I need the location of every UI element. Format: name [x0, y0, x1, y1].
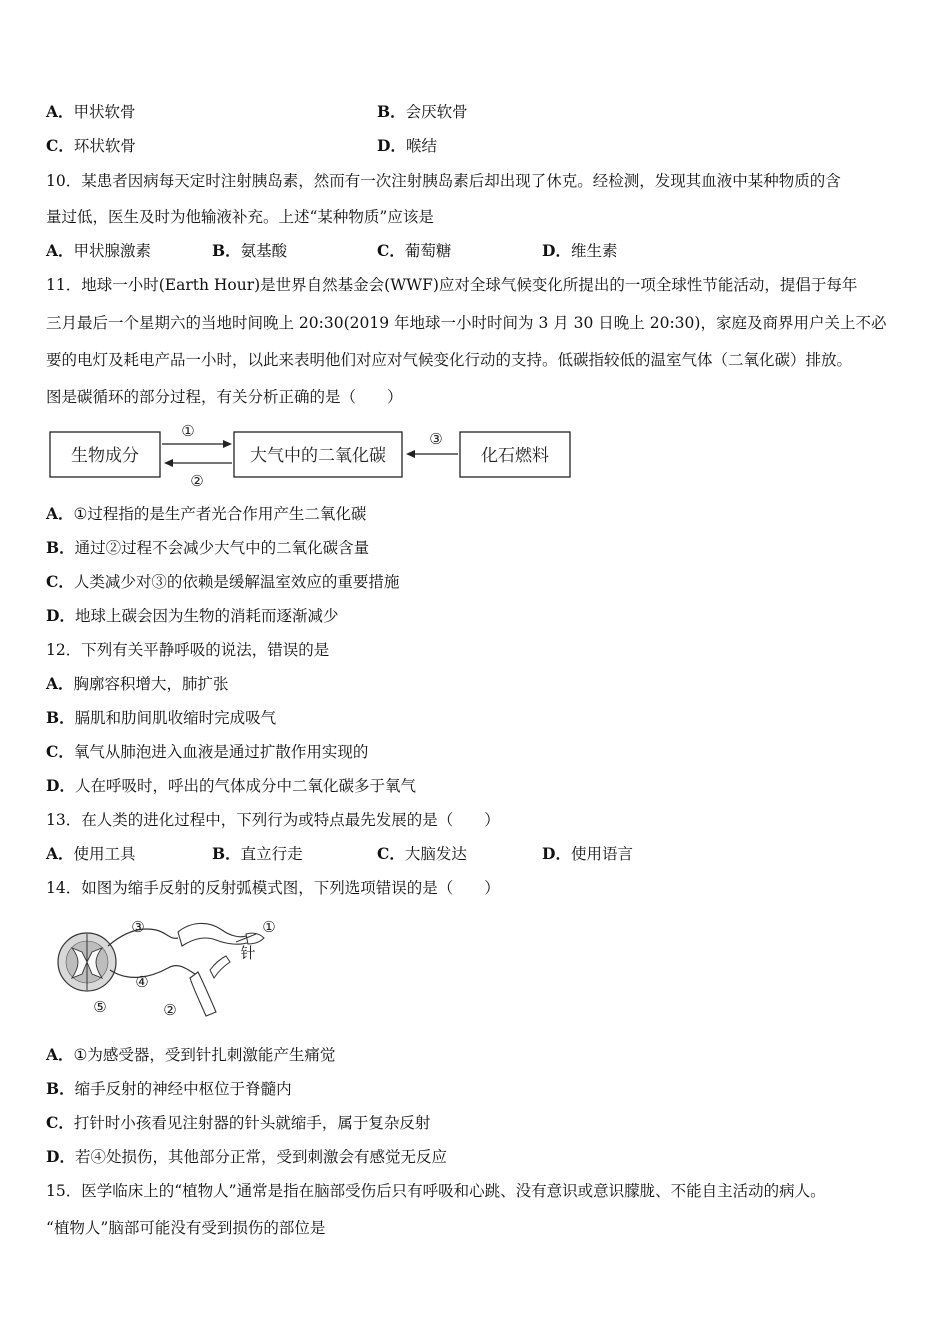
- q11-option-d: D．地球上碳会因为生物的消耗而逐渐减少: [46, 606, 339, 625]
- label-2: ②: [163, 1001, 177, 1019]
- lower-arm-forearm: [210, 956, 230, 978]
- needle-label: 针: [240, 944, 256, 962]
- q13-stem: 13．在人类的进化过程中，下列行为或特点最先发展的是（ ）: [46, 811, 500, 829]
- arrow-1-head: [223, 440, 232, 448]
- q12-option-c: C．氧气从肺泡进入血液是通过扩散作用实现的: [46, 742, 369, 761]
- q11-stem-line4: 图是碳循环的部分过程，有关分析正确的是（ ）: [46, 388, 403, 406]
- marker-3: ③: [429, 430, 443, 448]
- q10-option-d: D．维生素: [542, 241, 618, 260]
- q12-stem: 12．下列有关平静呼吸的说法，错误的是: [46, 641, 330, 659]
- q10-option-b: B．氨基酸: [212, 241, 288, 260]
- biota-label: 生物成分: [71, 446, 139, 466]
- q10-option-c: C．葡萄糖: [377, 241, 452, 260]
- q11-stem-line1: 11．地球一小时(Earth Hour)是世界自然基金会(WWF)应对全球气候变化所提出的一项全球性节能活动，提倡于每年: [46, 276, 858, 294]
- q15-stem-line1: 15．医学临床上的“植物人”通常是指在脑部受伤后只有呼吸和心跳、没有意识或意识朦胧、不能自主活动的病人。: [46, 1182, 826, 1200]
- q12-option-b: B．膈肌和肋间肌收缩时完成吸气: [46, 708, 277, 727]
- q9-option-c: C．环状软骨: [46, 136, 136, 155]
- arrow-3-head: [406, 450, 415, 458]
- q14-option-c: C．打针时小孩看见注射器的针头就缩手，属于复杂反射: [46, 1113, 431, 1132]
- q11-option-b: B．通过②过程不会减少大气中的二氧化碳含量: [46, 538, 370, 557]
- label-4: ④: [135, 973, 149, 991]
- q11-option-c: C．人类减少对③的依赖是缓解温室效应的重要措施: [46, 572, 400, 591]
- atmosphere-co2-label: 大气中的二氧化碳: [250, 446, 386, 466]
- fossil-fuel-label: 化石燃料: [481, 446, 549, 466]
- q11-stem-line3: 要的电灯及耗电产品一小时，以此来表明他们对应对气候变化行动的支持。低碳指较低的温室气体（二氧化碳）排放。: [46, 351, 853, 369]
- q9-option-b: B．会厌软骨: [377, 102, 468, 121]
- q14-option-b: B．缩手反射的神经中枢位于脊髓内: [46, 1079, 292, 1098]
- q9-option-d: D．喉结: [377, 136, 437, 155]
- q13-option-d: D．使用语言: [542, 844, 633, 863]
- q14-stem: 14．如图为缩手反射的反射弧模式图，下列选项错误的是（ ）: [46, 879, 500, 897]
- q12-option-d: D．人在呼吸时，呼出的气体成分中二氧化碳多于氧气: [46, 776, 416, 795]
- arm-lower: [190, 972, 216, 1016]
- marker-2: ②: [190, 472, 204, 490]
- q13-option-b: B．直立行走: [212, 844, 303, 863]
- marker-1: ①: [181, 422, 195, 440]
- q10-stem-line1: 10．某患者因病每天定时注射胰岛素，然而有一次注射胰岛素后却出现了休克。经检测，发现其血液中某种物质的含: [46, 172, 841, 190]
- arm-upper: [178, 923, 250, 946]
- q11-stem-line2: 三月最后一个星期六的当地时间晚上 20:30(2019 年地球一小时时间为 3 月 30 日晚上 20:30)，家庭及商界用户关上不必: [46, 314, 887, 332]
- q10-stem-line2: 量过低，医生及时为他输液补充。上述“某种物质”应该是: [46, 208, 434, 226]
- q10-option-a: A．甲状腺激素: [46, 241, 152, 260]
- q12-option-a: A．胸廓容积增大，肺扩张: [46, 674, 229, 693]
- q15-stem-line2: “植物人”脑部可能没有受到损伤的部位是: [46, 1219, 326, 1237]
- label-3: ③: [131, 918, 145, 936]
- q14-option-a: A．①为感受器，受到针扎刺激能产生痛觉: [46, 1045, 336, 1064]
- q9-option-a: A．甲状软骨: [46, 102, 136, 121]
- reflex-arc-figure: [50, 912, 290, 1024]
- label-1: ①: [262, 918, 276, 936]
- q13-option-a: A．使用工具: [46, 844, 136, 863]
- q13-option-c: C．大脑发达: [377, 844, 467, 863]
- label-5: ⑤: [93, 998, 107, 1016]
- arrow-2-head: [164, 459, 173, 467]
- q14-option-d: D．若④处损伤，其他部分正常，受到刺激会有感觉无反应: [46, 1147, 447, 1166]
- carbon-cycle-diagram: [40, 418, 580, 494]
- efferent-nerve: [110, 966, 198, 978]
- q11-option-a: A．①过程指的是生产者光合作用产生二氧化碳: [46, 504, 367, 523]
